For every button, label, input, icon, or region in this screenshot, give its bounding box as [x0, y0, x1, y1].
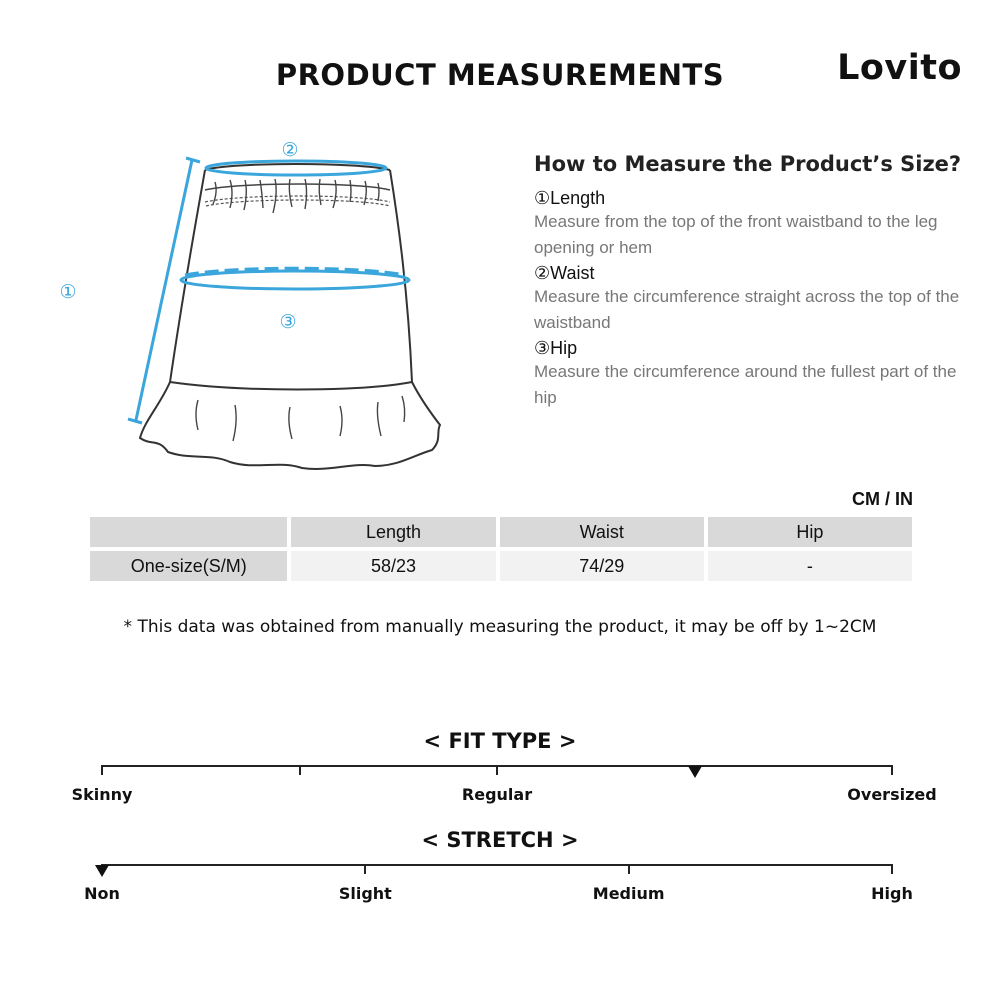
fit-type-label-regular: Regular — [461, 785, 533, 804]
stretch-label-slight: Slight — [338, 884, 392, 903]
waist-label: ② — [281, 139, 299, 161]
stretch-label-high: High — [871, 884, 913, 903]
fit-type-label-oversized: Oversized — [847, 785, 937, 804]
size-table-header-waist: Waist — [500, 517, 704, 547]
stretch-title: < STRETCH > — [421, 828, 579, 852]
guide-item-length-desc: Measure from the top of the front waistband to the leg opening or hem — [534, 212, 938, 257]
size-table-header-row — [90, 517, 912, 547]
stretch-tick — [891, 864, 893, 874]
stretch-tick — [628, 864, 630, 874]
brand-logo: Lovito — [837, 48, 962, 88]
fit-type-tick — [496, 765, 498, 775]
length-label: ① — [59, 281, 77, 303]
measure-guide — [534, 152, 964, 412]
guide-item-waist-name: ②Waist — [534, 263, 595, 283]
fit-type-tick — [891, 765, 893, 775]
fit-type-label-skinny: Skinny — [71, 785, 133, 804]
guide-item-waist-desc: Measure the circumference straight across the top of the waistband — [534, 287, 960, 332]
guide-item-hip-desc: Measure the circumference around the fullest part of the hip — [534, 362, 957, 407]
measurement-note: * This data was obtained from manually measuring the product, it may be off by 1~2CM — [123, 617, 877, 637]
guide-item-hip-name: ③Hip — [534, 338, 578, 358]
size-table-header-hip: Hip — [708, 517, 912, 547]
fit-type-marker-icon — [688, 766, 702, 778]
size-hip-value: - — [708, 551, 912, 581]
size-name: One-size(S/M) — [90, 551, 287, 581]
stretch-tick — [364, 864, 366, 874]
size-waist-value: 74/29 — [500, 551, 704, 581]
fit-type-tick — [299, 765, 301, 775]
stretch-label-medium: Medium — [592, 884, 665, 903]
unit-label: CM / IN — [852, 489, 913, 509]
fit-type-title: < FIT TYPE > — [423, 729, 577, 753]
page-title: PRODUCT MEASUREMENTS — [275, 58, 725, 92]
stretch-scale — [102, 864, 892, 884]
guide-item-length-name: ①Length — [534, 188, 606, 208]
stretch-axis — [102, 864, 892, 866]
size-table-header-blank — [90, 517, 287, 547]
skirt-illustration — [40, 120, 480, 490]
stretch-marker-icon — [95, 865, 109, 877]
fit-type-scale — [102, 765, 892, 785]
fit-type-tick — [101, 765, 103, 775]
guide-title: How to Measure the Product’s Size? — [534, 152, 962, 176]
size-table — [86, 513, 916, 585]
stretch-label-non: Non — [84, 884, 120, 903]
size-table-header-length: Length — [291, 517, 495, 547]
table-row — [90, 551, 912, 581]
skirt-waistband — [205, 164, 390, 170]
hip-label: ③ — [279, 311, 297, 333]
size-length-value: 58/23 — [291, 551, 495, 581]
hip-measure-ellipse — [181, 271, 409, 289]
skirt-hem — [170, 382, 412, 390]
